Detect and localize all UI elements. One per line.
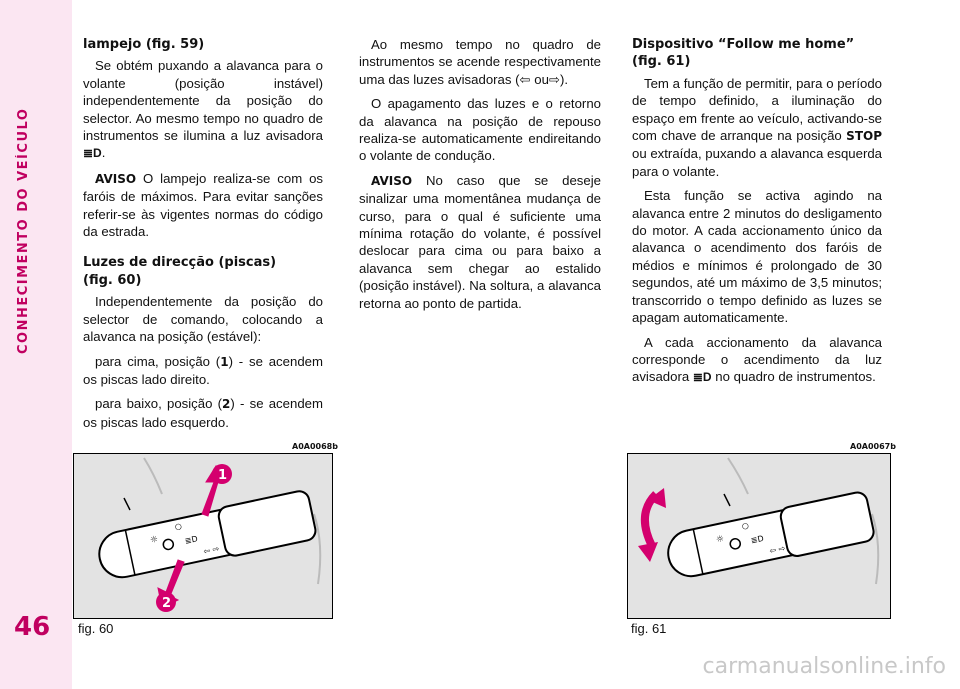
paragraph: Independentemente da posição do selector de comando, colocando a alavanca na posição (estável): [83,294,323,345]
paragraph: Se obtém puxando a alavanca para o volante (posição instável) independentemente da posição do selector. Ao mesmo tempo no quadro de instrumentos se ilumina a luz avisadora ≣D. [83,58,323,161]
column-1 [83,36,323,438]
paragraph: AVISO No caso que se deseje sinalizar uma momentânea mudança de curso, para o qual é suficiente uma mínima rotação do volante, é possível deslocar para cima ou para baixo a alavanca sem chegar ao estalido (posição instável). Na soltura, a alavanca retorna ao ponto de partida. [359,172,601,311]
svg-text:⇦ ⇨: ⇦ ⇨ [768,543,787,556]
paragraph: AVISO O lampejo realiza-se com os faróis de máximos. Para evitar sanções referir-se às vigentes normas do código da estrada. [83,170,324,240]
svg-text:≣D: ≣D [750,533,765,546]
watermark: carmanualsonline.info [702,654,946,679]
heading-follow-me-home: Dispositivo “Follow me home” (fig. 61) [632,37,855,70]
svg-text:☼: ☼ [149,534,160,547]
stalk-illustration [628,454,890,618]
arrow-right-icon: ⇨ [548,71,560,87]
svg-text:○: ○ [740,520,750,531]
svg-text:⇦ ⇨: ⇦ ⇨ [202,544,221,557]
svg-text:≣D: ≣D [184,534,199,546]
figure-60 [73,453,333,619]
aviso-label: AVISO [371,173,413,188]
section-title: CONHECIMENTO DO VEÍCULO [16,107,31,354]
paragraph: para cima, posição (1) - se acendem os piscas lado direito. [83,353,323,387]
low-beam-icon: ≣D [692,370,712,385]
figure-caption: fig. 61 [631,621,667,636]
arrow-left-icon: ⇦ [519,71,531,87]
marker-1: 1 [218,468,228,483]
figure-caption: fig. 60 [78,621,114,636]
column-2 [359,36,601,319]
figure-code: A0A0068b [292,442,338,451]
paragraph: O apagamento das luzes e o retorno da alavanca na posição de repouso realiza-se automaticamente endireitando o volante de condução. [359,96,601,164]
sidebar [0,0,72,689]
column-3 [632,36,882,394]
marker-2: 2 [162,596,172,611]
heading-piscas: Luzes de direcção (piscas) (fig. 60) [83,255,277,288]
paragraph: Ao mesmo tempo no quadro de instrumentos se acende respectivamente uma das luzes avisadoras (⇦ ou⇨). [359,37,601,87]
high-beam-icon: ≣D [83,146,102,161]
page-number: 46 [14,612,51,642]
paragraph: A cada accionamento da alavanca corresponde o acendimento da luz avisadora ≣D no quadro de instrumentos. [632,334,882,385]
figure-code: A0A0067b [850,442,896,451]
aviso-label: AVISO [95,171,137,186]
paragraph: Tem a função de permitir, para o período de tempo definido, a iluminação do espaço em frente ao veículo, activando-se com chave de arranque na posição STOP ou extraída, puxando a alavanca esquerda para o volante. [632,75,883,179]
heading-lampejo: lampejo (fig. 59) [83,37,205,52]
svg-text:○: ○ [173,521,183,532]
svg-text:☼: ☼ [715,534,726,546]
stalk-illustration [74,454,332,618]
paragraph: Esta função se activa agindo na alavanca entre 2 minutos do desligamento do motor. A cada accionamento único da alavanca o acendimento dos faróis de médios e mínimos é prolongado de 30 segundos, até um máximo de 3,5 minutos; transcorrido o tempo definido as luzes se apagam automaticamente. [632,188,882,326]
paragraph: para baixo, posição (2) - se acendem os piscas lado esquerdo. [83,396,323,430]
figure-61 [627,453,891,619]
